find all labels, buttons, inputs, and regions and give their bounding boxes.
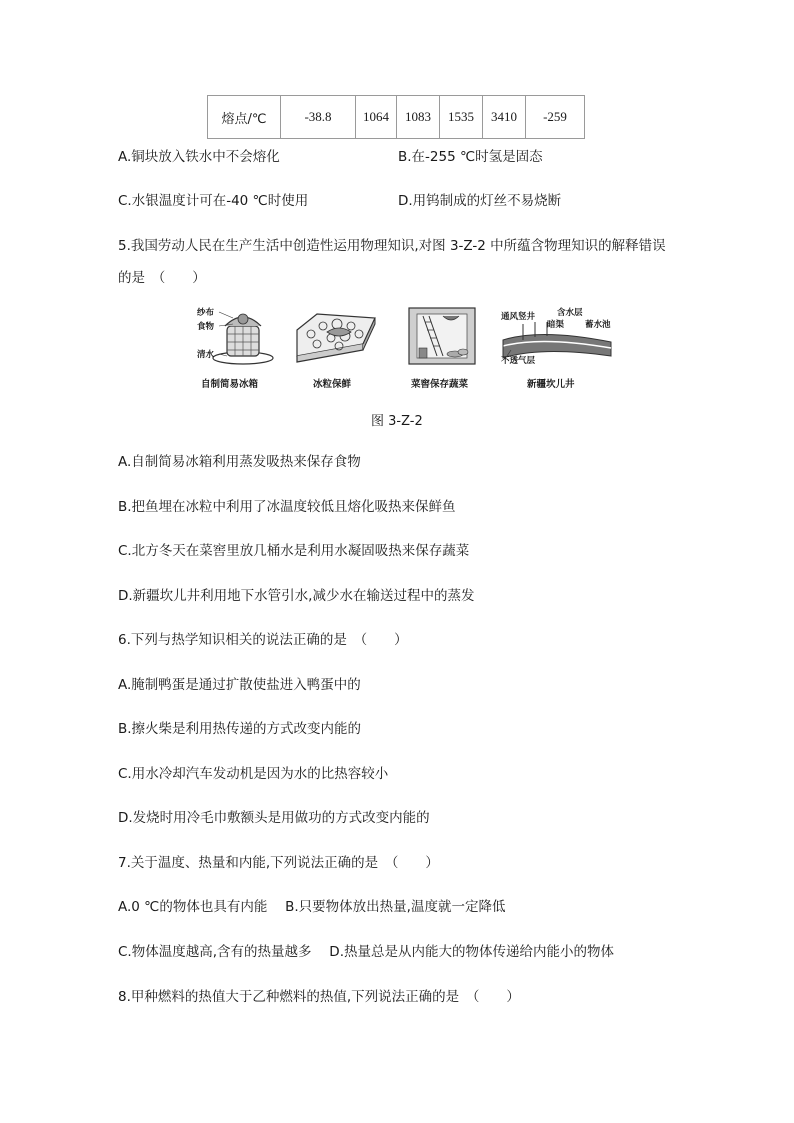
q5-option-a: A.自制简易冰箱利用蒸发吸热来保存食物 [118, 454, 361, 470]
label-underground-channel: 暗渠 [547, 320, 565, 330]
label-food: 食物 [197, 322, 215, 332]
q6-option-a: A.腌制鸭蛋是通过扩散使盐进入鸭蛋中的 [118, 677, 361, 693]
table-cell: 1083 [397, 96, 440, 139]
label-aquifer: 含水层 [557, 308, 583, 318]
table-cell: 1535 [440, 96, 483, 139]
q7-stem: 7.关于温度、热量和内能,下列说法正确的是 （ ） [118, 855, 439, 871]
figure-title: 图 3-Z-2 [371, 414, 423, 429]
q4-option-d: D.用钨制成的灯丝不易烧断 [398, 193, 562, 209]
table-header-cell: 熔点/℃ [208, 96, 281, 139]
label-gauze: 纱布 [197, 308, 215, 318]
label-ventilation-shaft: 通风竖井 [501, 312, 536, 322]
table-row [208, 96, 585, 139]
q6-option-b: B.擦火柴是利用热传递的方式改变内能的 [118, 721, 362, 737]
label-impermeable-layer: 不透气层 [501, 356, 536, 366]
q5-stem-line1: 5.我国劳动人民在生产生活中创造性运用物理知识,对图 3-Z-2 中所蕴含物理知识的解释错误 [118, 238, 666, 254]
table-cell: -38.8 [281, 96, 356, 139]
simple-fridge-illustration [197, 306, 283, 368]
q4-option-b: B.在-255 ℃时氢是固态 [398, 149, 543, 165]
caption-karez: 新疆坎儿井 [527, 379, 575, 390]
q5-option-b: B.把鱼埋在冰粒中利用了冰温度较低且熔化吸热来保鲜鱼 [118, 499, 456, 515]
label-reservoir: 蓄水池 [585, 320, 611, 330]
table-cell: -259 [526, 96, 585, 139]
table-cell: 1064 [356, 96, 397, 139]
q8-stem: 8.甲种燃料的热值大于乙种燃料的热值,下列说法正确的是 （ ） [118, 989, 520, 1005]
q4-option-a: A.铜块放入铁水中不会熔化 [118, 149, 280, 165]
ice-preservation-illustration [293, 306, 379, 368]
label-water: 清水 [197, 350, 215, 360]
q6-stem: 6.下列与热学知识相关的说法正确的是 （ ） [118, 632, 408, 648]
q7-options-cd: C.物体温度越高,含有的热量越多 D.热量总是从内能大的物体传递给内能小的物体 [118, 944, 614, 960]
q5-option-d: D.新疆坎儿井利用地下水管引水,减少水在输送过程中的蒸发 [118, 588, 475, 604]
table-cell: 3410 [483, 96, 526, 139]
q5-stem-line2: 的是 （ ） [118, 270, 206, 286]
cellar-illustration [407, 306, 493, 368]
q5-option-c: C.北方冬天在菜窖里放几桶水是利用水凝固吸热来保存蔬菜 [118, 543, 470, 559]
caption-cellar: 菜窖保存蔬菜 [411, 379, 469, 390]
q7-options-ab: A.0 ℃的物体也具有内能 B.只要物体放出热量,温度就一定降低 [118, 899, 506, 915]
q4-option-c: C.水银温度计可在-40 ℃时使用 [118, 193, 309, 209]
karez-illustration [501, 306, 617, 368]
caption-ice-preservation: 冰粒保鲜 [313, 379, 352, 390]
q6-option-c: C.用水冷却汽车发动机是因为水的比热容较小 [118, 766, 389, 782]
q6-option-d: D.发烧时用冷毛巾敷额头是用做功的方式改变内能的 [118, 810, 430, 826]
caption-simple-fridge: 自制简易冰箱 [201, 379, 259, 390]
figure-3-z-2 [197, 306, 617, 398]
melting-point-table [207, 95, 585, 139]
